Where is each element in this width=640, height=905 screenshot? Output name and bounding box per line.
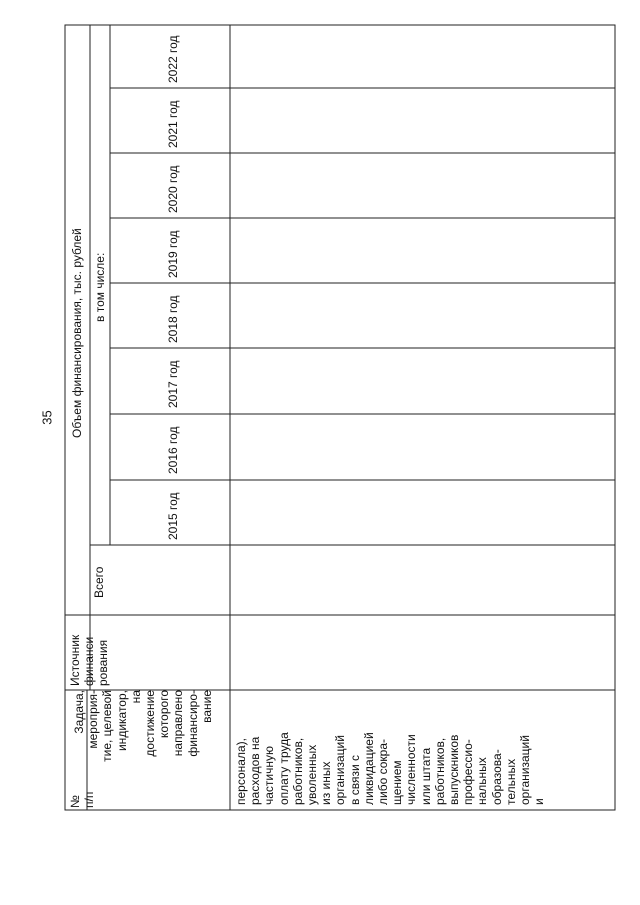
year-2016: 2016 год <box>166 426 180 474</box>
header-incl: в том числе: <box>93 252 107 322</box>
year-2017: 2017 год <box>166 360 180 408</box>
header-num: № п/п <box>68 791 97 808</box>
row-task-text: персонала), расходов на частичную оплату труда работников, уволенных из иных организаций в связи с ликвидацией либо сокра- щением численности или штата работников, выпускников профессио- нальных образова- тельных организаций и <box>234 732 547 805</box>
year-2019: 2019 год <box>166 230 180 278</box>
header-source: Источник финанси- рования <box>68 632 111 686</box>
header-total: Всего <box>92 566 106 598</box>
page-number: 35 <box>39 410 55 425</box>
year-2021: 2021 год <box>166 100 180 148</box>
year-2022: 2022 год <box>166 35 180 83</box>
header-task: Задача, мероприя- тие, целевой индикатор, на достижение которого направлено финансиро- вание <box>72 690 214 762</box>
year-2015: 2015 год <box>166 492 180 540</box>
year-2020: 2020 год <box>166 165 180 213</box>
header-volume: Объем финансирования, тыс. рублей <box>70 228 84 438</box>
year-2018: 2018 год <box>166 295 180 343</box>
